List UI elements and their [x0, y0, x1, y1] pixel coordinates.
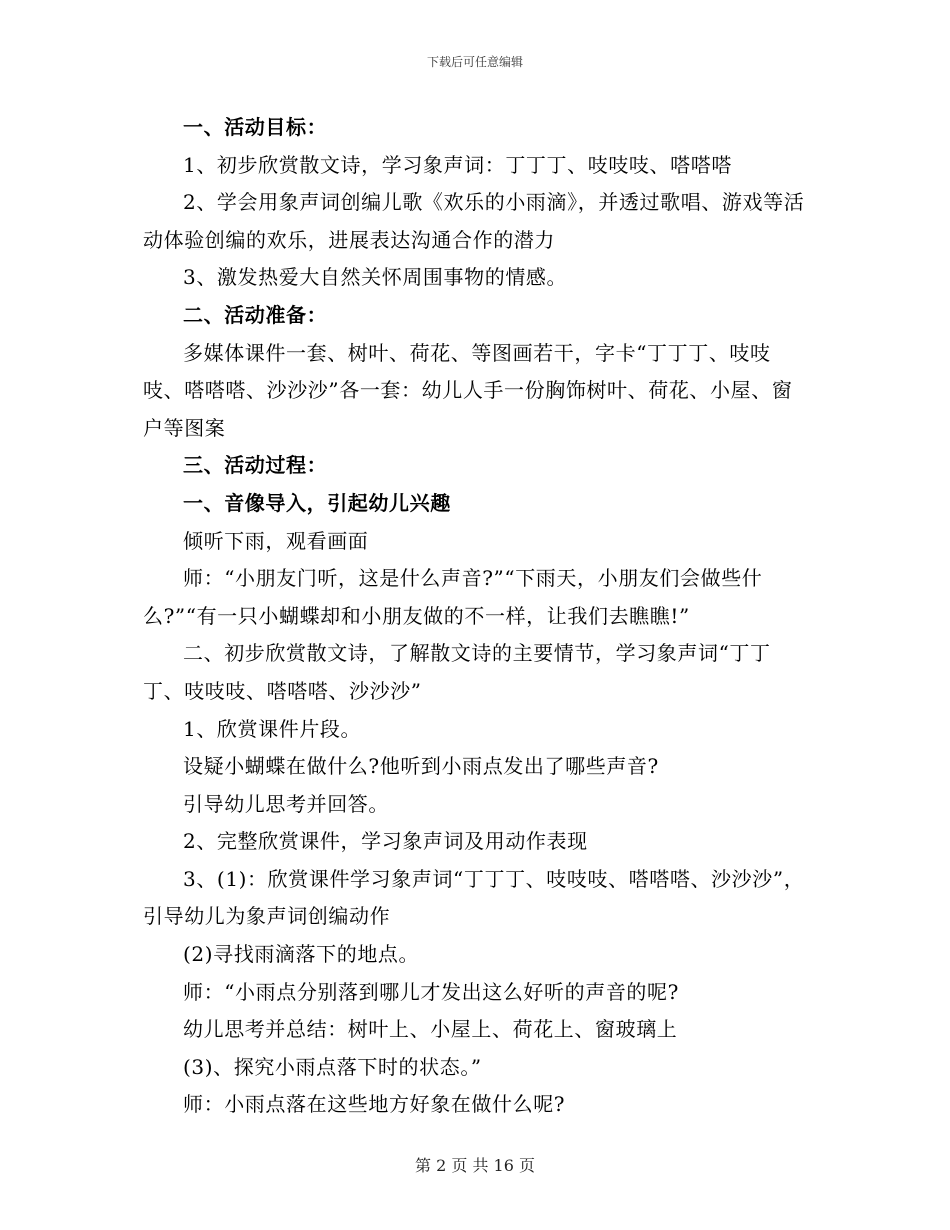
paragraph: (2)寻找雨滴落下的地点。: [183, 942, 420, 967]
paragraph: 设疑小蝴蝶在做什么?他听到小雨点发出了哪些声音?: [183, 754, 659, 779]
paragraph: 师：小雨点落在这些地方好象在做什么呢?: [183, 1092, 566, 1117]
paragraph: 1、初步欣赏散文诗，学习象声词：丁丁丁、吱吱吱、嗒嗒嗒: [183, 152, 732, 177]
paragraph: 幼儿思考并总结：树叶上、小屋上、荷花上、窗玻璃上: [183, 1017, 678, 1042]
paragraph: 1、欣赏课件片段。: [183, 716, 362, 741]
section-heading-goals: 一、活动目标：: [183, 115, 328, 139]
paragraph: 师：“小雨点分别落到哪儿才发出这么好听的声音的呢?: [183, 979, 679, 1004]
paragraph: 引导幼儿思考并回答。: [183, 791, 389, 816]
paragraph: 师：“小朋友门听，这是什么声音?”“下雨天，小朋友们会做些什么?”“有一只小蝴蝶却和小朋友做的不一样，让我们去瞧瞧!”: [143, 566, 763, 628]
page-header: 下载后可任意编辑: [426, 55, 523, 69]
section-heading-process: 三、活动过程：: [183, 453, 328, 478]
paragraph: 3、(1)：欣赏课件学习象声词“丁丁丁、吱吱吱、嗒嗒嗒、沙沙沙”，引导幼儿为象声词创编动作: [143, 866, 805, 929]
section-heading-preparation: 二、活动准备：: [183, 302, 328, 327]
paragraph: 多媒体课件一套、树叶、荷花、等图画若干，字卡“丁丁丁、吱吱吱、嗒嗒嗒、沙沙沙”各一套：幼儿人手一份胸饰树叶、荷花、小屋、窗户等图案: [143, 340, 793, 440]
paragraph: 2、完整欣赏课件，学习象声词及用动作表现: [183, 829, 588, 854]
paragraph: 3、激发热爱大自然关怀周围事物的情感。: [183, 265, 568, 290]
paragraph: (3)、探究小雨点落下时的状态。”: [183, 1054, 482, 1079]
paragraph: 二、初步欣赏散文诗，了解散文诗的主要情节，学习象声词“丁丁丁、吱吱吱、嗒嗒嗒、沙沙沙”: [143, 641, 771, 703]
subsection-heading: 一、音像导入，引起幼儿兴趣: [183, 490, 451, 515]
paragraph: 2、学会用象声词创编儿歌《欢乐的小雨滴》，并透过歌唱、游戏等活动体验创编的欢乐，进展表达沟通合作的潜力: [143, 190, 805, 252]
paragraph: 倾听下雨，观看画面: [183, 528, 369, 553]
page-footer: 第 2 页 共 16 页: [415, 1156, 535, 1175]
document-body: [143, 109, 810, 1124]
